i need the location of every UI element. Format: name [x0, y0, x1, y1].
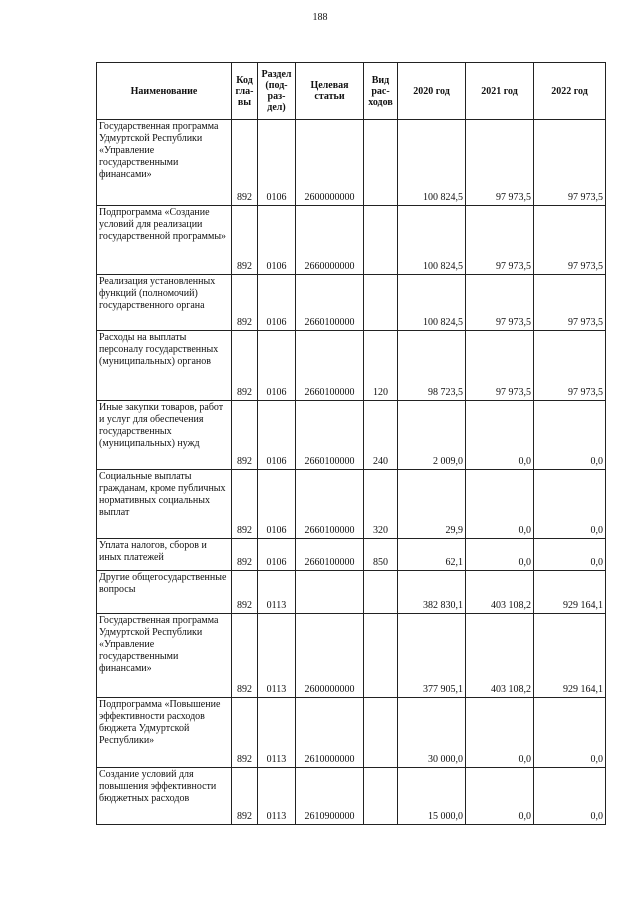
row-2022: 97 973,5 — [534, 275, 606, 331]
row-chapter: 892 — [232, 571, 258, 614]
row-target: 2600000000 — [296, 120, 364, 206]
row-target: 2610000000 — [296, 698, 364, 768]
row-2020: 98 723,5 — [398, 331, 466, 401]
row-name: Реализация установленных функций (полномочий) государственного органа — [97, 275, 232, 331]
row-2021: 0,0 — [466, 539, 534, 571]
row-target: 2600000000 — [296, 614, 364, 698]
row-2020: 377 905,1 — [398, 614, 466, 698]
budget-table — [96, 62, 606, 825]
row-2022: 0,0 — [534, 698, 606, 768]
row-expense-type — [364, 120, 398, 206]
table-row — [97, 470, 606, 539]
row-expense-type — [364, 571, 398, 614]
row-2020: 29,9 — [398, 470, 466, 539]
row-chapter: 892 — [232, 470, 258, 539]
row-2020: 15 000,0 — [398, 768, 466, 825]
table-row — [97, 401, 606, 470]
row-section: 0106 — [258, 401, 296, 470]
row-2020: 100 824,5 — [398, 120, 466, 206]
row-2021: 403 108,2 — [466, 614, 534, 698]
row-2021: 0,0 — [466, 401, 534, 470]
row-2022: 97 973,5 — [534, 120, 606, 206]
header-target: Целевая статьи — [296, 63, 364, 120]
row-2022: 0,0 — [534, 470, 606, 539]
row-section: 0106 — [258, 539, 296, 571]
header-chapter: Код гла-вы — [232, 63, 258, 120]
row-2021: 0,0 — [466, 698, 534, 768]
row-name: Государственная программа Удмуртской Республики «Управление государственными финансами» — [97, 120, 232, 206]
row-section: 0106 — [258, 331, 296, 401]
row-target: 2660100000 — [296, 401, 364, 470]
row-chapter: 892 — [232, 275, 258, 331]
row-target — [296, 571, 364, 614]
row-2022: 0,0 — [534, 768, 606, 825]
table-header-row — [97, 63, 606, 120]
row-section: 0106 — [258, 206, 296, 275]
row-2020: 100 824,5 — [398, 206, 466, 275]
row-chapter: 892 — [232, 206, 258, 275]
row-section: 0106 — [258, 275, 296, 331]
row-target: 2660100000 — [296, 331, 364, 401]
table-row — [97, 768, 606, 825]
header-name: Наименование — [97, 63, 232, 120]
row-2020: 62,1 — [398, 539, 466, 571]
row-chapter: 892 — [232, 768, 258, 825]
row-name: Подпрограмма «Повышение эффективности расходов бюджета Удмуртской Республики» — [97, 698, 232, 768]
row-2022: 929 164,1 — [534, 614, 606, 698]
row-2022: 0,0 — [534, 539, 606, 571]
table-row — [97, 275, 606, 331]
row-target: 2660100000 — [296, 275, 364, 331]
row-2022: 97 973,5 — [534, 331, 606, 401]
row-chapter: 892 — [232, 120, 258, 206]
row-2021: 403 108,2 — [466, 571, 534, 614]
row-2021: 0,0 — [466, 768, 534, 825]
row-2020: 30 000,0 — [398, 698, 466, 768]
row-name: Подпрограмма «Создание условий для реализации государственной программы» — [97, 206, 232, 275]
header-expense-type: Вид рас-ходов — [364, 63, 398, 120]
row-expense-type — [364, 698, 398, 768]
table-row — [97, 120, 606, 206]
row-name: Уплата налогов, сборов и иных платежей — [97, 539, 232, 571]
row-2020: 382 830,1 — [398, 571, 466, 614]
row-expense-type — [364, 768, 398, 825]
row-name: Создание условий для повышения эффективности бюджетных расходов — [97, 768, 232, 825]
table-row — [97, 614, 606, 698]
row-section: 0113 — [258, 571, 296, 614]
row-2020: 2 009,0 — [398, 401, 466, 470]
row-2021: 97 973,5 — [466, 206, 534, 275]
row-name: Другие общегосударственные вопросы — [97, 571, 232, 614]
row-name: Иные закупки товаров, работ и услуг для обеспечения государственных (муниципальных) нужд — [97, 401, 232, 470]
row-2021: 97 973,5 — [466, 275, 534, 331]
table-row — [97, 331, 606, 401]
page-number: 188 — [312, 12, 328, 23]
row-section: 0113 — [258, 768, 296, 825]
row-chapter: 892 — [232, 539, 258, 571]
row-2021: 97 973,5 — [466, 120, 534, 206]
row-section: 0113 — [258, 698, 296, 768]
row-section: 0106 — [258, 120, 296, 206]
row-expense-type — [364, 206, 398, 275]
row-target: 2660000000 — [296, 206, 364, 275]
row-expense-type: 240 — [364, 401, 398, 470]
header-section: Раздел (под-раз-дел) — [258, 63, 296, 120]
table-row — [97, 539, 606, 571]
row-expense-type: 850 — [364, 539, 398, 571]
row-2020: 100 824,5 — [398, 275, 466, 331]
row-chapter: 892 — [232, 698, 258, 768]
header-2022: 2022 год — [534, 63, 606, 120]
table-row — [97, 206, 606, 275]
table-row — [97, 698, 606, 768]
row-expense-type — [364, 614, 398, 698]
row-chapter: 892 — [232, 614, 258, 698]
row-2022: 0,0 — [534, 401, 606, 470]
row-2021: 97 973,5 — [466, 331, 534, 401]
row-chapter: 892 — [232, 331, 258, 401]
header-2020: 2020 год — [398, 63, 466, 120]
row-chapter: 892 — [232, 401, 258, 470]
row-name: Социальные выплаты гражданам, кроме публичных нормативных социальных выплат — [97, 470, 232, 539]
row-expense-type: 320 — [364, 470, 398, 539]
row-target: 2660100000 — [296, 470, 364, 539]
row-section: 0113 — [258, 614, 296, 698]
row-2021: 0,0 — [466, 470, 534, 539]
table-row — [97, 571, 606, 614]
row-expense-type: 120 — [364, 331, 398, 401]
row-target: 2660100000 — [296, 539, 364, 571]
row-name: Государственная программа Удмуртской Республики «Управление государственными финансами» — [97, 614, 232, 698]
header-2021: 2021 год — [466, 63, 534, 120]
row-name: Расходы на выплаты персоналу государственных (муниципальных) органов — [97, 331, 232, 401]
row-target: 2610900000 — [296, 768, 364, 825]
row-expense-type — [364, 275, 398, 331]
row-section: 0106 — [258, 470, 296, 539]
row-2022: 929 164,1 — [534, 571, 606, 614]
row-2022: 97 973,5 — [534, 206, 606, 275]
